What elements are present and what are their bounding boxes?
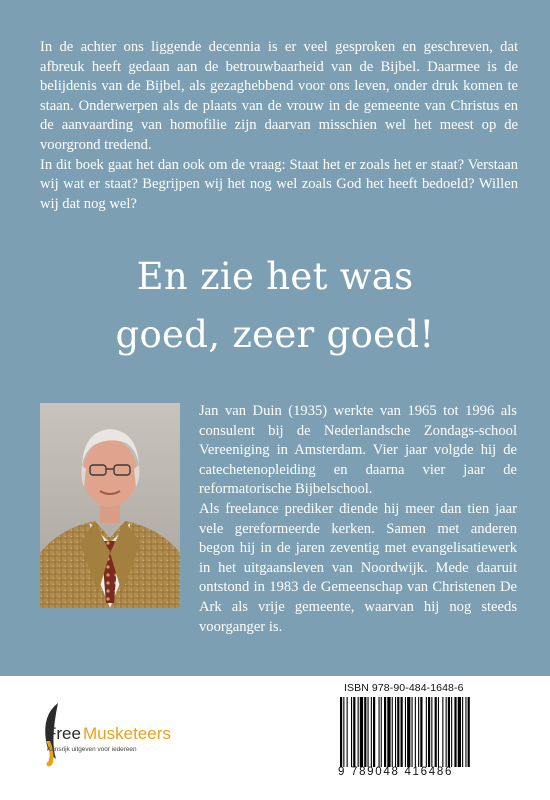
barcode-bar (435, 697, 437, 767)
barcode-bar (442, 697, 443, 767)
barcode-bar (379, 697, 380, 767)
barcode-bar (420, 697, 422, 767)
bio-paragraph: Als freelance prediker diende hij meer dan tien jaar vele gereformeerde kerken. Samen met anderen begon hij in de jaren zeventig met evangelisatiewerk in het uitgaansleven van Noordwijk. Mede daaruit ontstond in 1983 de Gemeenschap van Christenen De Ark als vrije gemeente, waarvan hij nog steeds voorganger is. (199, 500, 517, 635)
barcode-bar (446, 697, 447, 767)
barcode-bar (373, 697, 375, 767)
barcode-bar (381, 697, 382, 767)
barcode-bar (451, 697, 452, 767)
barcode-bar (428, 697, 430, 767)
barcode-bar (387, 697, 390, 767)
barcode-bar (468, 697, 470, 767)
title-line: En zie het was (136, 255, 414, 298)
barcode (338, 697, 518, 767)
barcode-bar (405, 697, 406, 767)
barcode-bar (431, 697, 432, 767)
barcode-bar (462, 697, 463, 767)
barcode-bar (397, 697, 399, 767)
barcode-digits: 9 789048 416486 (338, 766, 454, 778)
publisher-tagline: Kansrijk uitgeven voor iedereen (47, 746, 137, 753)
barcode-bar (360, 697, 363, 767)
author-bio (199, 402, 517, 637)
barcode-bar (426, 697, 427, 767)
isbn-label: ISBN 978-90-484-1648-6 (344, 682, 464, 694)
barcode-bar (364, 697, 366, 767)
barcode-bar (454, 697, 456, 767)
barcode-bar (347, 697, 348, 767)
barcode-bar (415, 697, 416, 767)
bio-paragraph: Jan van Duin (1935) werkte van 1965 tot 1996 als consulent bij de Nederlandsche Zondags-school Vereeniging in Amsterdam. Vier jaar volgde hij de catechetenopleiding en daarna vier jaar de reformatorische Bijbelschool. (199, 403, 517, 498)
barcode-bar (448, 697, 450, 767)
barcode-bar (340, 697, 342, 767)
barcode-bar (407, 697, 410, 767)
barcode-bar (368, 697, 369, 767)
title-line: goed, zeer goed! (115, 313, 435, 356)
intro-text (40, 38, 518, 214)
barcode-bar (343, 697, 344, 767)
barcode-bar (353, 697, 355, 767)
barcode-bar (351, 697, 352, 767)
barcode-bar (438, 697, 439, 767)
intro-paragraph: In de achter ons liggende decennia is er veel gesproken en geschreven, dat afbreuk heeft gedaan aan de betrouwbaarheid van de Bijbel. Daarmee is de belijdenis van de Bijbel, als gezaghebbend voor ons leven, onder druk komen te staan. Onderwerpen als de plaats van de vrouw in de gemeente van Christus en de aanvaarding van homofilie zijn daarvan misschien wel het meest op de voorgrond tredend. (40, 39, 518, 153)
publisher-name-musketeers: Musketeers (83, 724, 171, 743)
intro-paragraph: In dit boek gaat het dan ook om de vraag: Staat het er zoals het er staat? Verstaan wij wat er staat? Begrijpen wij het nog wel zoals God het heeft bedoeld? Willen wij dat nog wel? (40, 156, 518, 212)
barcode-bar (401, 697, 403, 767)
barcode-bar (465, 697, 466, 767)
barcode-bar (418, 697, 419, 767)
barcode-bar (384, 697, 386, 767)
publisher-logo (36, 698, 226, 770)
author-photo (40, 403, 180, 608)
barcode-bar (392, 697, 393, 767)
barcode-bar (358, 697, 359, 767)
barcode-bar (395, 697, 396, 767)
barcode-bar (458, 697, 461, 767)
barcode-bar (412, 697, 413, 767)
barcode-bar (371, 697, 372, 767)
book-title (0, 248, 550, 364)
publisher-name-free: Free (46, 724, 81, 743)
